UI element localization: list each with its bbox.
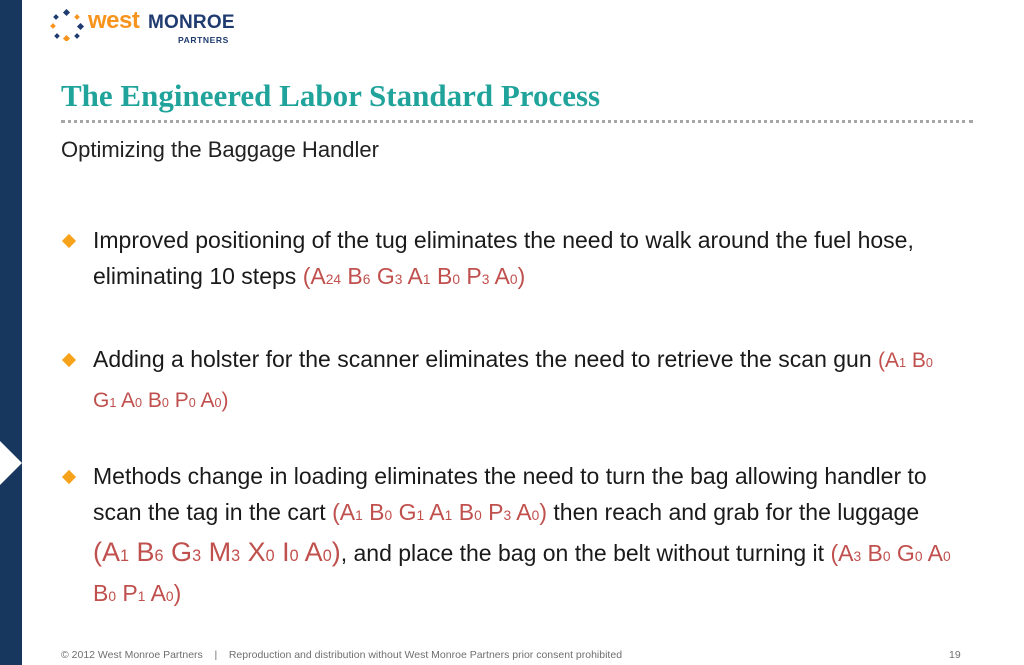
motion-code: (A1 B6 G3 M3 X0 I0 A0)	[93, 537, 341, 567]
motion-code: (A24 B6 G3 A1 B0 P3 A0)	[302, 263, 526, 289]
bullet-diamond-icon	[62, 234, 76, 248]
bullet-body: Methods change in loading eliminates the need to turn the bag allowing handler to scan the tag in the cart	[93, 463, 927, 525]
west-monroe-logo	[50, 7, 250, 47]
page-title: The Engineered Labor Standard Process	[61, 78, 601, 113]
footer-copyright: © 2012 West Monroe Partners | Reproduction and distribution without West Monroe Partners prior consent prohibited	[61, 649, 623, 661]
logo-monroe: MONROE	[148, 12, 235, 33]
bullet-text	[93, 458, 961, 615]
motion-code: (A1 B0 G1 A0 B0 P0 A0)	[93, 349, 933, 412]
logo-partners: PARTNERS	[178, 35, 229, 45]
sidebar-notch	[0, 441, 22, 485]
left-sidebar-bar	[0, 0, 22, 665]
bullet-text	[93, 222, 961, 298]
bullet-diamond-icon	[62, 470, 76, 484]
bullet-diamond-icon	[62, 353, 76, 367]
logo-west: west	[88, 7, 140, 34]
bullet-body: Improved positioning of the tug eliminates the need to walk around the fuel hose, eliminating 10 steps	[93, 227, 914, 289]
bullet-body: then reach and grab for the luggage	[547, 499, 920, 525]
motion-code: (A3 B0 G0 A0 B0 P1 A0)	[93, 540, 951, 606]
bullet-body: Adding a holster for the scanner eliminates the need to retrieve the scan gun	[93, 346, 879, 372]
page-subtitle: Optimizing the Baggage Handler	[61, 137, 379, 162]
bullet-text	[93, 341, 961, 421]
bullet-body: , and place the bag on the belt without turning it	[340, 540, 831, 566]
page-number: 19	[949, 649, 961, 661]
motion-code: (A1 B0 G1 A1 B0 P3 A0)	[332, 499, 547, 525]
logo-dots-icon	[50, 9, 86, 41]
title-divider	[61, 120, 973, 123]
